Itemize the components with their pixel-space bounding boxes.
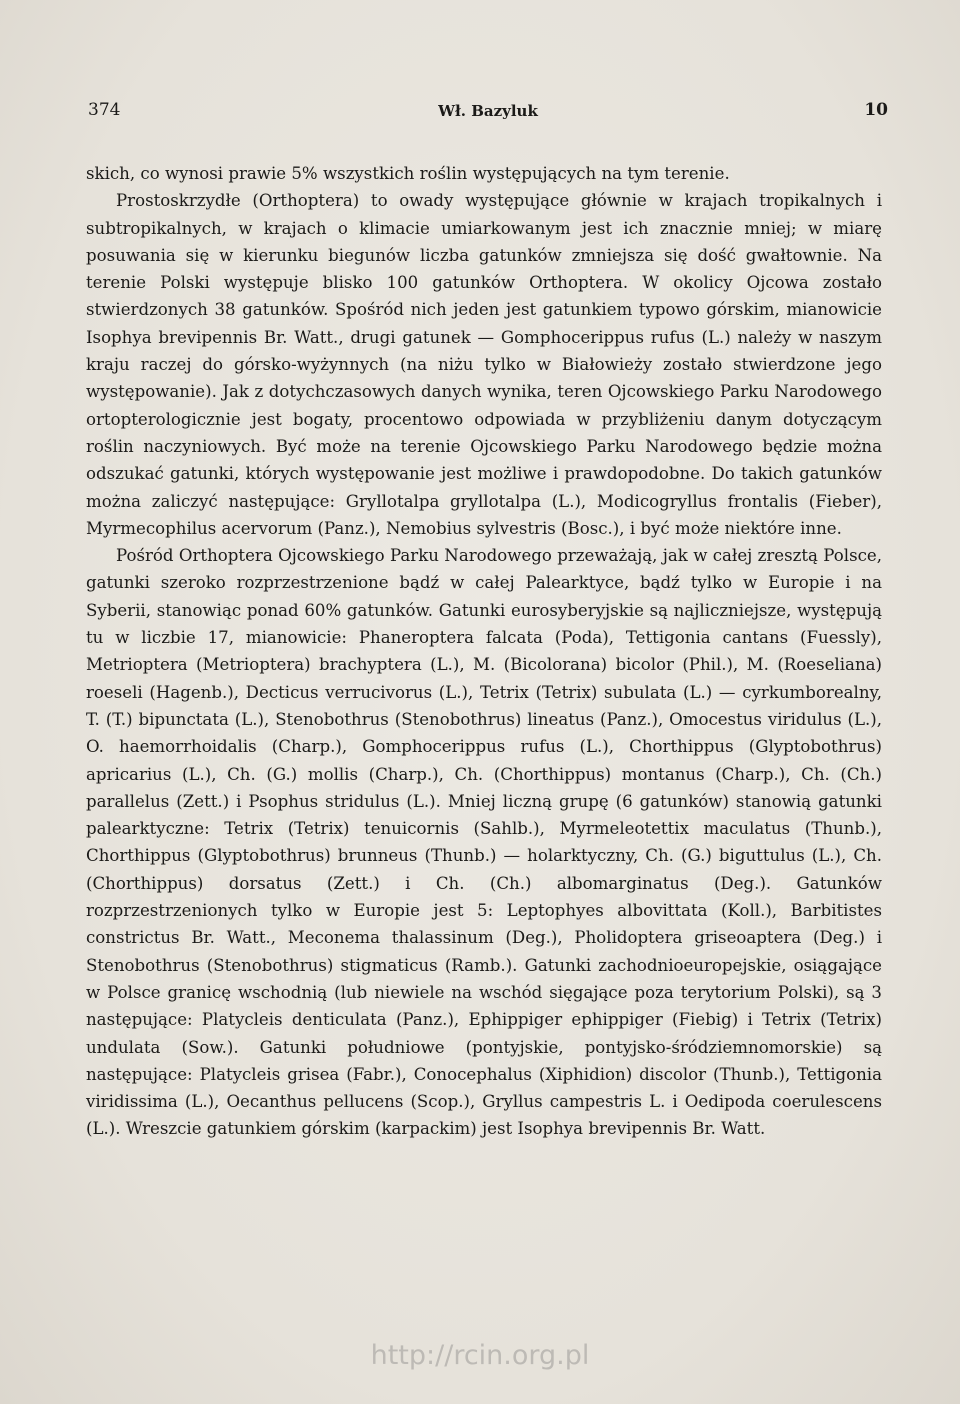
issue-number: 10 [864,100,888,120]
page-header [88,100,888,130]
paragraph-species-groups: Pośród Orthoptera Ojcowskiego Parku Narodowego przeważają, jak w całej zresztą Polsce, gatunki szeroko rozprzestrzenione bądź w całej Palearktyce, bądź tylko w Europie i na Syberii, stanowiąc ponad 60% gatunków. Gatunki eurosyberyjskie są najliczniejsze, występują tu w liczbie 17, mianowicie: Phaneroptera falcata (Poda), Tettigonia cantans (Fuessly), Metrioptera (Metrioptera) brachyptera (L.), M. (Bicolorana) bicolor (Phil.), M. (Roeseliana) roeseli (Hagenb.), Decticus verrucivorus (L.), Tetrix (Tetrix) subulata (L.) — cyrkumborealny, T. (T.) bipunctata (L.), Stenobothrus (Stenobothrus) lineatus (Panz.), Omocestus viridulus (L.), O. haemorrhoidalis (Charp.), Gomphocerippus rufus (L.), Chorthippus (Glyptobothrus) apricarius (L.), Ch. (G.) mollis (Charp.), Ch. (Chorthippus) montanus (Charp.), Ch. (Ch.) parallelus (Zett.) i Psophus stridulus (L.). Mniej liczną grupę (6 gatunków) stanowią gatunki palearktyczne: Tetrix (Tetrix) tenuicornis (Sahlb.), Myrmeleotettix maculatus (Thunb.), Chorthippus (Glyptobothrus) brunneus (Thunb.) — holarktyczny, Ch. (G.) biguttulus (L.), Ch. (Chorthippus) dorsatus (Zett.) i Ch. (Ch.) albomarginatus (Deg.). Gatunków rozprzestrzenionych tylko w Europie jest 5: Leptophyes albovittata (Koll.), Barbitistes constrictus Br. Watt., Meconema thalassinum (Deg.), Pholidoptera griseoaptera (Deg.) i Stenobothrus (Stenobothrus) stigmaticus (Ramb.). Gatunki zachodnioeuropejskie, osiągające w Polsce granicę wschodnią (lub niewiele na wschód sięgające poza terytorium Polski), są 3 następujące: Platycleis denticulata (Panz.), Ephippiger ephippiger (Fiebig) i Tetrix (Tetrix) undulata (Sow.). Gatunki południowe (pontyjskie, pontyjsko-śródziemnomorskie) są następujące: Platycleis grisea (Fabr.), Conocephalus (Xiphidion) discolor (Thunb.), Tettigonia viridissima (L.), Oecanthus pellucens (Scop.), Gryllus campestris L. i Oedipoda coerulescens (L.). Wreszcie gatunkiem górskim (karpackim) jest Isophya brevipennis Br. Watt. [86,546,882,1139]
page-number: 374 [88,100,121,120]
watermark-url: http://rcin.org.pl [370,1340,590,1371]
paragraph-continuation: skich, co wynosi prawie 5% wszystkich roślin występujących na tym terenie. [86,164,730,183]
body-text [86,160,882,1143]
paragraph-orthoptera-intro: Prostoskrzydłe (Orthoptera) to owady występujące głównie w krajach tropikalnych i subtropikalnych, w krajach o klimacie umiarkowanym jest ich znacznie mniej; w miarę posuwania się w kierunku biegunów liczba gatunków zmniejsza się dość gwałtownie. Na terenie Polski występuje blisko 100 gatunków Orthoptera. W okolicy Ojcowa zostało stwierdzonych 38 gatunków. Spośród nich jeden jest gatunkiem typowo górskim, mianowicie Isophya brevipennis Br. Watt., drugi gatunek — Gomphocerippus rufus (L.) należy w naszym kraju raczej do górsko-wyżynnych (na niżu tylko w Białowieży zostało stwierdzone jego występowanie). Jak z dotychczasowych danych wynika, teren Ojcowskiego Parku Narodowego ortopterologicznie jest bogaty, procentowo odpowiada w przybliżeniu danym dotyczącym roślin naczyniowych. Być może na terenie Ojcowskiego Parku Narodowego będzie można odszukać gatunki, których występowanie jest możliwe i prawdopodobne. Do takich gatunków można zaliczyć następujące: Gryllotalpa gryllotalpa (L.), Modicogryllus frontalis (Fieber), Myrmecophilus acervorum (Panz.), Nemobius sylvestris (Bosc.), i być może niektóre inne. [86,191,882,538]
running-title: Wł. Bazyluk [438,102,538,120]
